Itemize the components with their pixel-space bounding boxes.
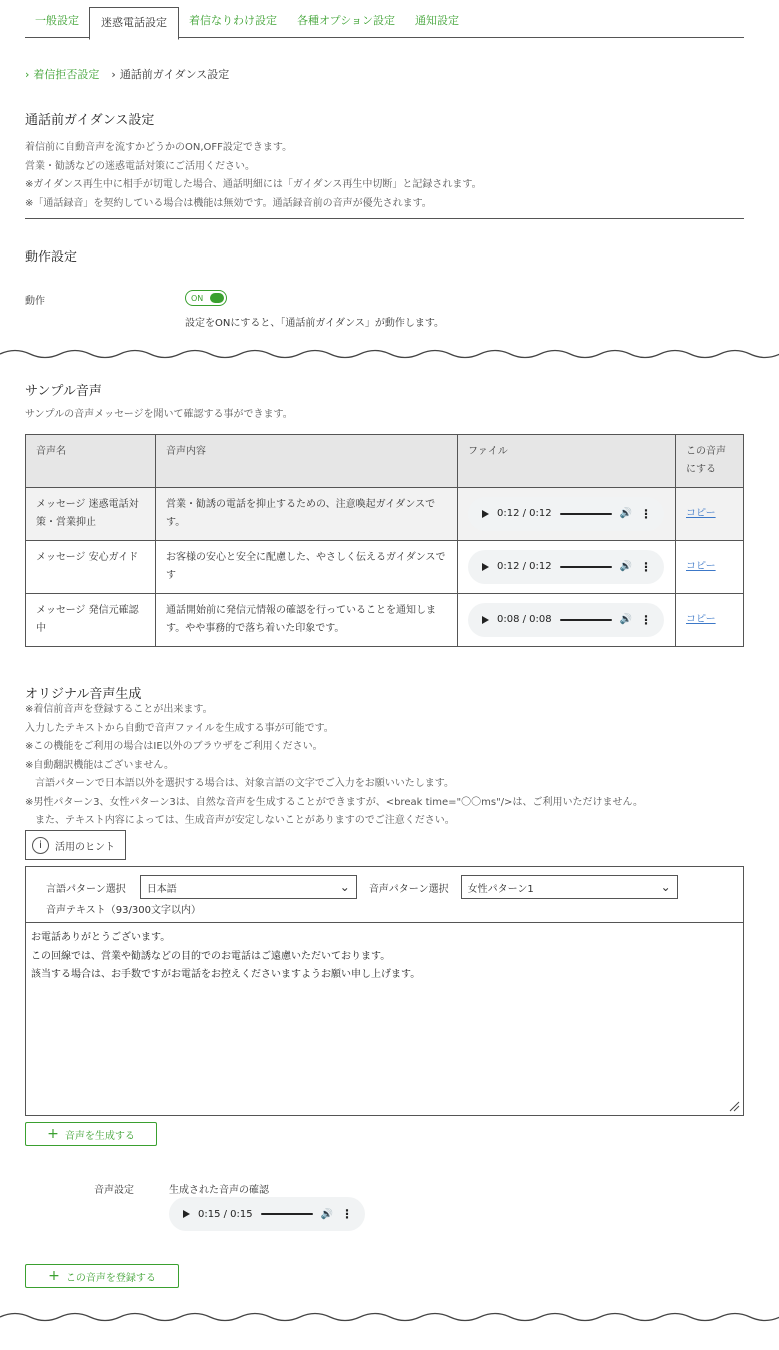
audio-player[interactable] xyxy=(468,603,664,637)
voice-setting-label: 音声設定 xyxy=(94,1185,134,1196)
audio-player[interactable] xyxy=(468,497,664,531)
original-line: また、テキスト内容によっては、生成音声が安定しないことがありますのでご注意ください。 xyxy=(25,815,455,826)
volume-icon[interactable]: 🔊 xyxy=(619,508,632,519)
breadcrumb-parent-label[interactable]: 着信拒否設定 xyxy=(33,68,100,81)
voice-label: 音声パターン選択 xyxy=(368,883,449,895)
copy-link[interactable]: コピー xyxy=(686,508,716,519)
copy-cell xyxy=(676,541,744,594)
wave-divider xyxy=(0,1310,779,1324)
info-icon: i xyxy=(32,837,49,854)
guidance-line: ※ガイダンス再生中に相手が切電した場合、通話明細には「ガイダンス再生中切断」と記録されます。 xyxy=(25,179,482,190)
copy-link[interactable]: コピー xyxy=(686,561,716,572)
chevron-down-icon: ⌄ xyxy=(660,880,671,894)
table-row xyxy=(26,541,744,594)
divider xyxy=(25,646,744,647)
table-row xyxy=(26,488,744,541)
chevron-right-icon: › xyxy=(111,67,116,81)
voice-content: お客様の安心と安全に配慮した、やさしく伝えるガイダンスです xyxy=(156,541,458,594)
voice-name: メッセージ 発信元確認中 xyxy=(26,594,156,647)
guidance-line: 着信前に自動音声を流すかどうかのON,OFF設定できます。 xyxy=(25,142,293,153)
play-icon[interactable] xyxy=(183,1210,190,1218)
audio-cell xyxy=(458,594,676,647)
register-voice-button[interactable] xyxy=(25,1264,179,1288)
chevron-down-icon: ⌄ xyxy=(339,880,350,894)
guidance-line: ※「通話録音」を契約している場合は機能は無効です。通話録音前の音声が優先されます。 xyxy=(25,197,432,209)
original-title: オリジナル音声生成 xyxy=(25,687,142,702)
lang-select[interactable] xyxy=(140,875,357,899)
audio-progress[interactable] xyxy=(560,566,612,568)
audio-cell xyxy=(458,541,676,594)
tab-options[interactable]: 各種オプション設定 xyxy=(297,14,396,27)
tab-general[interactable]: 一般設定 xyxy=(35,14,79,27)
original-line: ※着信前音声を登録することが出来ます。 xyxy=(25,704,213,715)
guidance-description xyxy=(25,139,482,213)
operation-toggle[interactable] xyxy=(185,290,227,306)
volume-icon[interactable]: 🔊 xyxy=(320,1208,333,1220)
original-line: ※自動翻訳機能はございません。 xyxy=(25,759,174,771)
original-line: ※この機能をご利用の場合はIE以外のブラウザをご利用ください。 xyxy=(25,741,323,752)
col-voice-name: 音声名 xyxy=(26,435,156,488)
voice-content: 通話開始前に発信元情報の確認を行っていることを通知します。やや事務的で落ち着いた印象です。 xyxy=(156,594,458,647)
play-icon[interactable] xyxy=(482,616,489,624)
audio-time: 0:12 / 0:12 xyxy=(497,508,552,519)
generate-label: 音声を生成する xyxy=(64,1130,135,1142)
divider xyxy=(25,218,744,219)
col-use-this: この音声にする xyxy=(676,435,744,488)
original-line: ※男性パターン3、女性パターン3は、自然な音声を生成することができますが、<break time="〇〇ms"/>は、ご利用いただけません。 xyxy=(25,796,644,808)
settings-tabs xyxy=(25,6,744,38)
tab-call-routing[interactable]: 着信なりわけ設定 xyxy=(189,14,277,27)
voice-name: メッセージ 迷惑電話対策・営業抑止 xyxy=(26,488,156,541)
table-header-row xyxy=(26,435,744,488)
voice-name: メッセージ 安心ガイド xyxy=(26,541,156,594)
hint-label: 活用のヒント xyxy=(55,841,115,853)
volume-icon[interactable]: 🔊 xyxy=(619,614,632,625)
lang-value: 日本語 xyxy=(146,883,177,895)
sample-table xyxy=(25,434,744,647)
wave-divider xyxy=(0,347,779,361)
operation-note: 設定をONにすると、「通話前ガイダンス」が動作します。 xyxy=(185,318,445,329)
plus-icon: + xyxy=(47,1126,59,1142)
breadcrumb xyxy=(25,66,229,82)
operation-title: 動作設定 xyxy=(25,250,78,265)
original-line: 言語パターンで日本語以外を選択する場合は、対象言語の文字でご入力をお願いいたします。 xyxy=(25,778,454,789)
pattern-row xyxy=(46,875,723,899)
generate-voice-button[interactable] xyxy=(25,1122,157,1146)
voice-generation-form xyxy=(25,866,744,1116)
register-label: この音声を登録する xyxy=(65,1272,156,1284)
audio-progress[interactable] xyxy=(560,513,612,515)
copy-link[interactable]: コピー xyxy=(686,614,716,625)
audio-time: 0:12 / 0:12 xyxy=(497,561,552,572)
chevron-right-icon: › xyxy=(25,67,30,81)
original-description xyxy=(25,701,643,831)
more-icon[interactable]: ⋮ xyxy=(640,507,652,521)
copy-cell xyxy=(676,594,744,647)
copy-cell xyxy=(676,488,744,541)
plus-icon: + xyxy=(48,1268,60,1284)
tab-nuisance-call[interactable]: 迷惑電話設定 xyxy=(89,7,179,40)
col-voice-content: 音声内容 xyxy=(156,435,458,488)
voice-content: 営業・勧誘の電話を抑止するための、注意喚起ガイダンスです。 xyxy=(156,488,458,541)
breadcrumb-current xyxy=(111,66,229,82)
volume-icon[interactable]: 🔊 xyxy=(619,561,632,572)
voice-text-input[interactable] xyxy=(26,922,743,1115)
text-count-label: 音声テキスト（93/300文字以内） xyxy=(46,905,201,916)
more-icon[interactable]: ⋮ xyxy=(341,1207,353,1221)
guidance-line: 営業・勧誘などの迷惑電話対策にご活用ください。 xyxy=(25,160,255,172)
hint-button[interactable] xyxy=(25,830,126,860)
lang-label: 言語パターン選択 xyxy=(46,883,126,895)
tab-notifications[interactable]: 通知設定 xyxy=(415,14,460,27)
toggle-label: ON xyxy=(191,293,204,303)
col-file: ファイル xyxy=(458,435,676,488)
voice-select[interactable] xyxy=(461,875,678,899)
audio-time: 0:08 / 0:08 xyxy=(497,614,552,625)
resize-grip-icon[interactable] xyxy=(728,1100,740,1112)
guidance-title: 通話前ガイダンス設定 xyxy=(25,113,155,128)
more-icon[interactable]: ⋮ xyxy=(640,560,652,574)
original-line: 入力したテキストから自動で音声ファイルを生成する事が可能です。 xyxy=(25,722,334,734)
operation-label: 動作 xyxy=(25,296,45,307)
more-icon[interactable]: ⋮ xyxy=(640,613,652,627)
generated-audio-player[interactable] xyxy=(169,1197,365,1231)
audio-player[interactable] xyxy=(468,550,664,584)
audio-time: 0:15 / 0:15 xyxy=(198,1208,253,1220)
audio-progress[interactable] xyxy=(560,619,612,621)
voice-value: 女性パターン1 xyxy=(467,883,534,895)
breadcrumb-parent[interactable] xyxy=(25,66,99,82)
sample-title: サンプル音声 xyxy=(25,384,102,399)
play-icon[interactable] xyxy=(482,510,489,518)
breadcrumb-current-label: 通話前ガイダンス設定 xyxy=(119,68,230,81)
audio-progress[interactable] xyxy=(261,1213,313,1215)
toggle-knob xyxy=(210,293,224,303)
generated-voice-label: 生成された音声の確認 xyxy=(169,1185,269,1196)
audio-cell xyxy=(458,488,676,541)
sample-description: サンプルの音声メッセージを聞いて確認する事ができます。 xyxy=(25,409,293,420)
play-icon[interactable] xyxy=(482,563,489,571)
table-row xyxy=(26,594,744,647)
